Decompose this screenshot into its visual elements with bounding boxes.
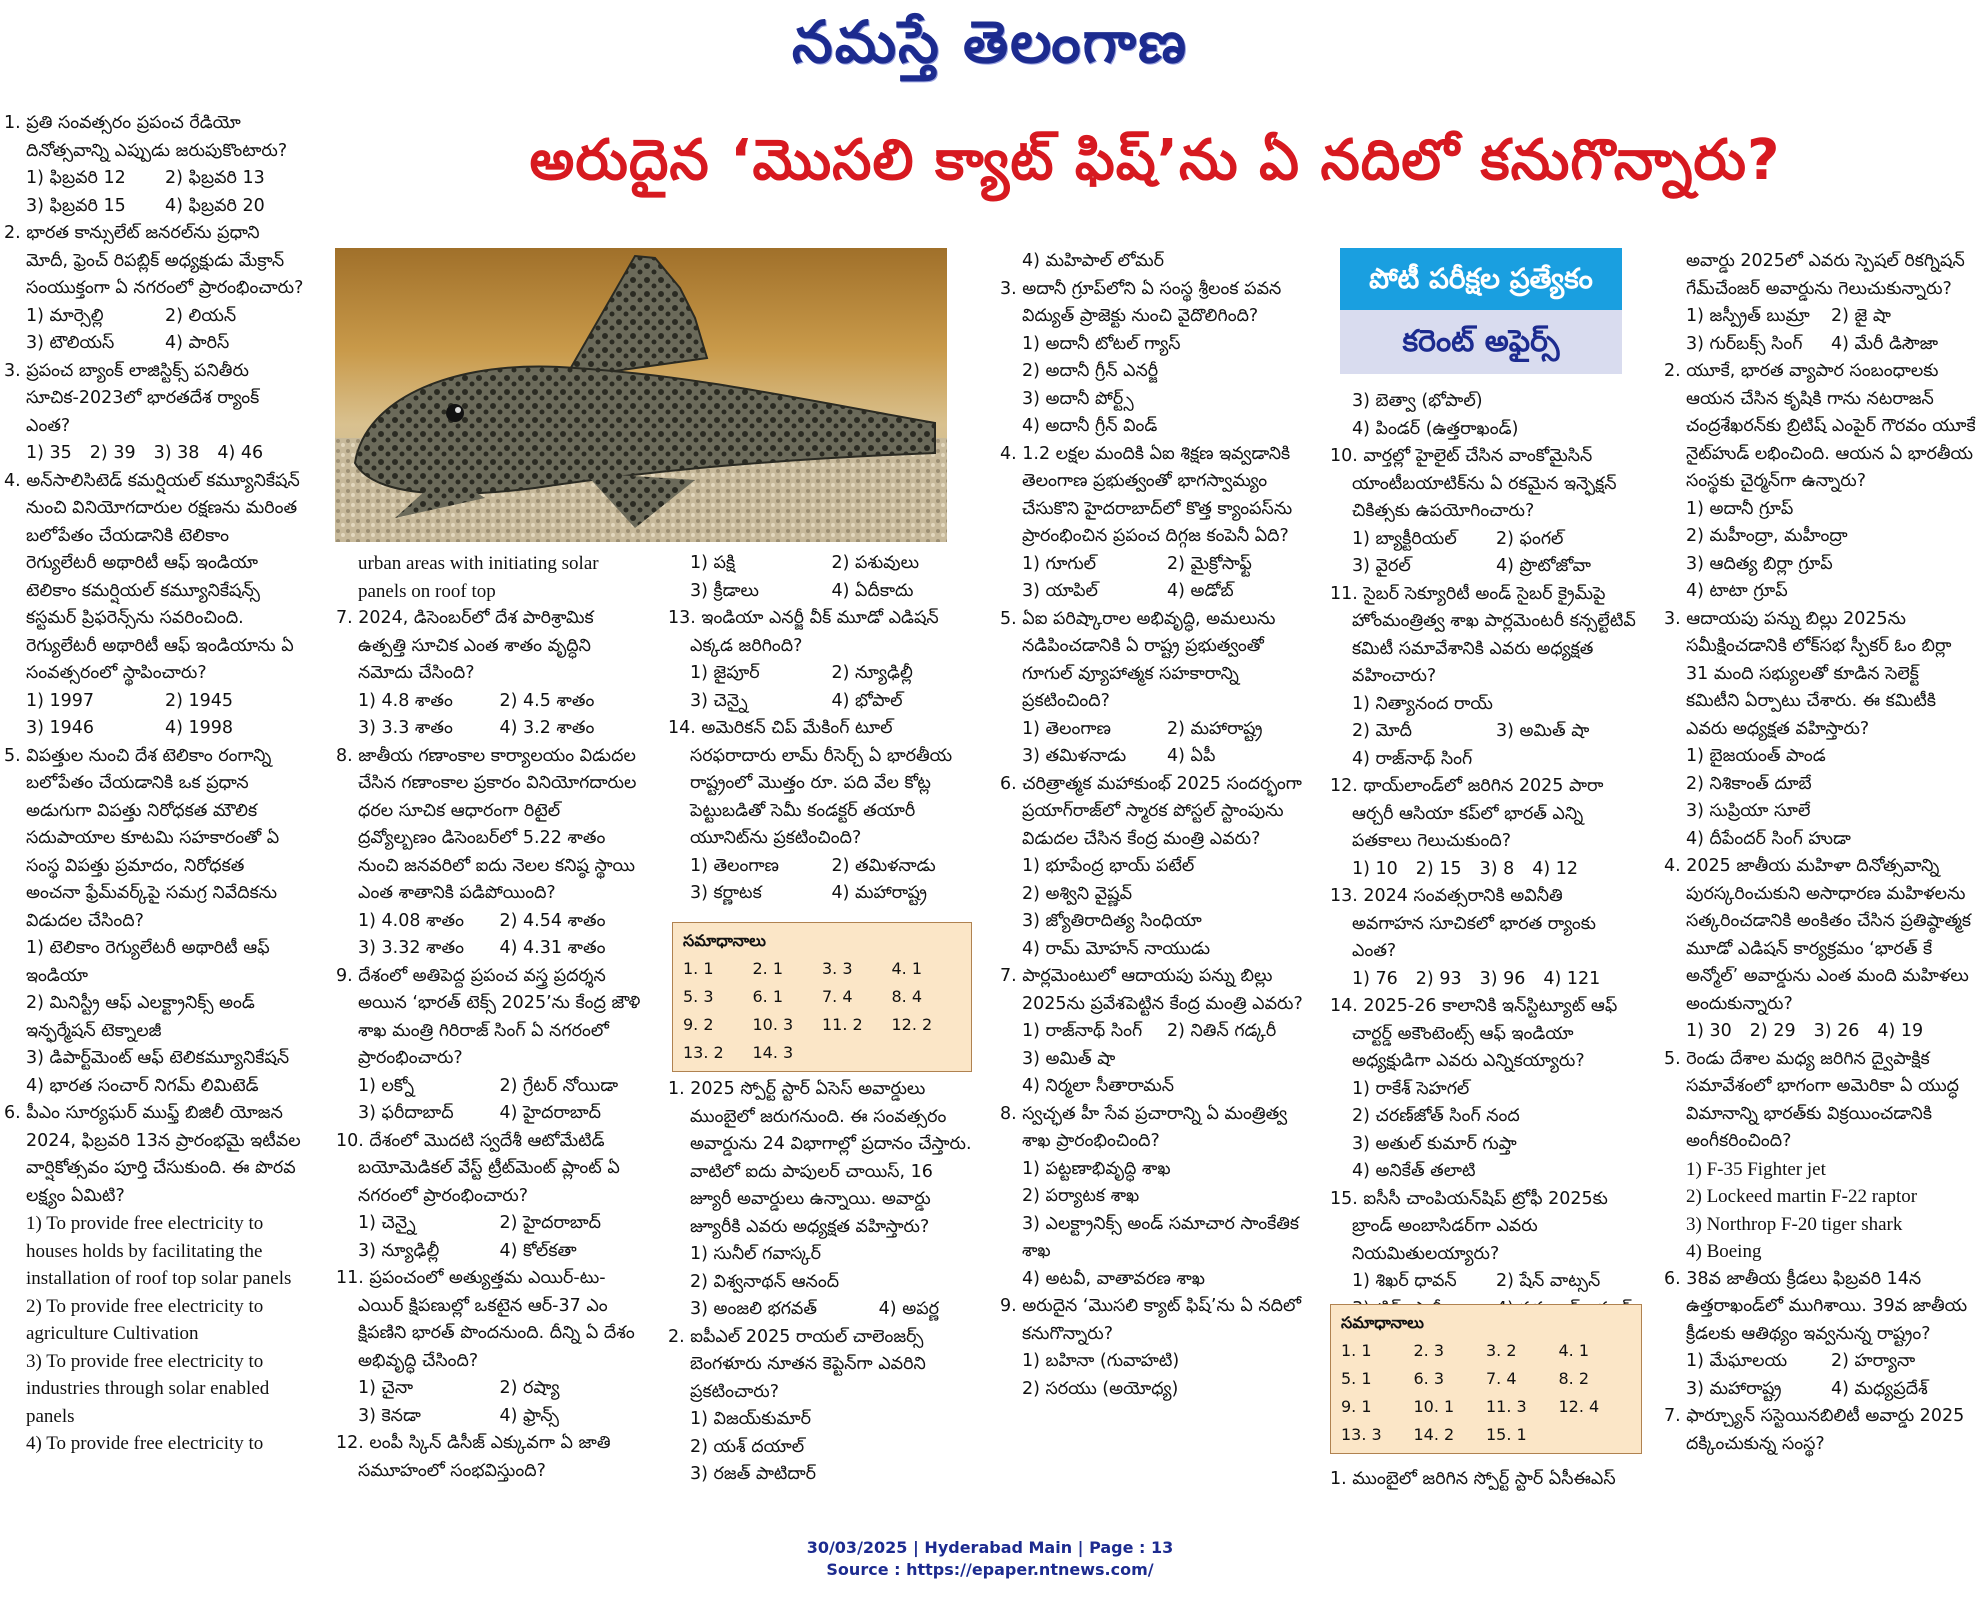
option: 2) జై షా [1831,306,1891,326]
option: 2) Lockeed martin F-22 raptor [1686,1186,1918,1207]
answer-entry: 2. 3 [1413,1341,1445,1360]
option: 2) గ్రేటర్ నోయిడా [499,1075,619,1096]
answer-entry: 8. 2 [1558,1369,1590,1388]
option: 3) క్రీడాలు [690,580,759,601]
option: 1) మేఘాలయ [1686,1351,1788,1371]
answer-entry: 10. 1 [1413,1397,1455,1416]
badge-current-affairs: కరెంట్ అఫైర్స్ [1340,310,1622,374]
question: 7. 2024, డిసెంబర్‌లో దేశ పారిశ్రామిక ఉత్పత్తి సూచిక ఎంత శాతం వృద్ధిని నమోదు చేసింది? [336,608,594,683]
option: 2) హైదరాబాద్ [499,1213,601,1233]
footer-date-edition: 30/03/2025 | Hyderabad Main | Page : 13 [806,1538,1174,1557]
option: 3) గుర్‌బక్స్ సింగ్ [1686,333,1803,354]
option: 3) డిపార్ట్‌మెంట్ ఆఫ్ టెలికమ్యూనికేషన్ [26,1048,290,1068]
question: 14. అమెరికన్ చిప్ మేకింగ్ టూల్ సరఫరాదారు లామ్ రీసెర్చ్ ఏ భారతీయ రాష్ట్రంలో మొత్తం రూ. పది వేల కోట్ల పెట్టుబడితో సెమీ కండక్టర్ తయారీ యూనిట్‌ను ప్రకటించింది? [668,718,953,848]
option: 4) 19 [1877,1021,1924,1041]
option: 1) గూగుల్ [1022,553,1097,574]
question: 1. ప్రతి సంవత్సరం ప్రపంచ రేడియో దినోత్సవాన్ని ఎప్పుడు జరుపుకొంటారు? [4,113,288,161]
option: 3) బెత్వా (భోపాల్) [1352,391,1483,411]
question: 4. అన్‌సాలిసిటెడ్ కమర్షియల్ కమ్యూనికేషన్ నుంచి వినియోగదారుల రక్షణను మరింత బలోపేతం చేయడానికి టెలికాం రెగ్యులేటరీ అథారిటీ ఆఫ్ ఇండియా టెలికాం కమర్షియల్ కమ్యూనికేషన్స్ కస్టమర్ ప్రిఫరెన్స్‌ను సవరించింది. రెగ్యులేటరీ అథారిటీ ఆఫ్ ఇండియాను ఏ సంవత్సరంలో స్థాపించారు? [4,470,300,683]
option: 3) కర్ణాటక [690,883,762,903]
option: 1) జైపూర్ [690,663,760,683]
option: 3) ఫరీదాబాద్ [358,1103,454,1123]
answer-entry: 11. 3 [1486,1397,1527,1416]
option: 3) ఎలక్ట్రానిక్స్ అండ్ సమాచార సాంకేతిక శాఖ [1022,1213,1300,1261]
column-5 [1330,388,1640,1323]
option: 2) To provide free electricity to agriculture Cultivation [26,1295,264,1344]
option: 4) ఫిబ్రవరి 20 [165,195,265,216]
question: 9. అరుదైన ‘మొసలి క్యాట్ ఫిష్’ను ఏ నదిలో కనుగొన్నారు? [1000,1296,1302,1344]
option: 3) 8 [1479,858,1515,879]
option: 2) పశువులు [831,553,920,573]
option: 1) 76 [1352,968,1398,989]
answer-entry: 13. 2 [683,1043,724,1062]
option: 4) అటవీ, వాతావరణ శాఖ [1022,1268,1206,1289]
option: 1) భూపేంద్ర భాయ్ పటేల్ [1022,856,1195,876]
option: 4) మేరీ డిసౌజా [1831,333,1939,354]
option: 1) బహినా (గువాహటి) [1022,1351,1180,1371]
column-3 [668,550,973,908]
option: 2) 4.5 శాతం [499,690,595,711]
answer-entry: 5. 3 [683,987,714,1006]
option: 3) To provide free electricity to industries through solar enabled panels [26,1350,270,1427]
question: 13. 2024 సంవత్సరానికి అవినీతి అవగాహన సూచికలో భారత ర్యాంకు ఎంత? [1330,886,1596,961]
option: 4) అదానీ గ్రీన్ విండ్ [1022,416,1158,436]
option: 1) శిఖర్ ధావన్ [1352,1271,1457,1291]
option: 4) మహిపాల్ లోమర్ [1022,251,1165,271]
option: 4) మధ్యప్రదేశ్ [1831,1378,1928,1399]
option: 4) భోపాల్ [831,690,903,711]
answer-entry: 4. 1 [891,959,923,978]
option: 3) 3.32 శాతం [358,938,464,958]
option: 2) అశ్విని వైష్ణవ్ [1022,883,1133,904]
option: 2) మైక్రోసాఫ్ట్ [1167,553,1252,574]
option: 3) 38 [153,443,200,463]
option: 4) భారత సంచార్ నిగమ్ లిమిటెడ్ [26,1075,259,1096]
continued-text: urban areas with initiating solar panels on roof top [358,553,599,602]
question: 8. స్వచ్ఛత హీ సేవ ప్రచారాన్ని ఏ మంత్రిత్వ శాఖ ప్రారంభించింది? [1000,1103,1288,1151]
option: 1) తెలంగాణ [690,855,779,876]
option: 2) చరణ్‌జోత్ సింగ్ నంద [1352,1106,1520,1126]
option: 2) సరయు (అయోధ్య) [1022,1378,1179,1399]
option: 2) నిశికాంత్ దూబే [1686,773,1812,794]
option: 1) టెలికాం రెగ్యులేటరీ అథారిటీ ఆఫ్ ఇండియా [26,938,270,986]
option: 1) పక్షి [690,553,736,573]
option: 4) అడోబ్ [1167,581,1234,601]
question: 3. అదానీ గ్రూప్‌లోని ఏ సంస్థ శ్రీలంక పవన విద్యుత్ ప్రాజెక్టు నుంచి వైదొలిగింది? [1000,278,1282,326]
option: 2) 39 [89,443,136,463]
question: 9. దేశంలో అతిపెద్ద ప్రపంచ వస్త్ర ప్రదర్శన అయిన ‘భారత్ టెక్స్ 2025’ను కేంద్ర జౌళి శాఖ మంత్రి గిరిరాజ్ సింగ్ ఏ నగరంలో ప్రారంభించారు? [336,965,641,1068]
option: 1) పట్టణాభివృద్ధి శాఖ [1022,1158,1171,1179]
answer-entry: 9. 1 [1341,1397,1372,1416]
question: 7. పార్లమెంటులో ఆదాయపు పన్ను బిల్లు 2025ను ప్రవేశపెట్టిన కేంద్ర మంత్రి ఎవరు? [1000,966,1303,1014]
question: 2. యూకే, భారత వ్యాపార సంబంధాలకు ఆయన చేసిన కృషికి గాను నటరాజన్ చంద్రశేఖరన్‌కు బ్రిటిష్ ఎంపైర్ గౌరవం యూకే నైట్‌హుడ్ లభించింది. ఆయన ఏ భారతీయ సంస్థకు చైర్మన్‌గా ఉన్నారు? [1664,361,1976,491]
option: 1) 4.8 శాతం [358,690,453,711]
option: 3) అమిత్ షా [1022,1048,1116,1069]
answer-entry: 12. 4 [1558,1397,1600,1416]
column-2 [336,550,641,1485]
option: 3) తమిళనాడు [1022,746,1127,766]
question: 1. 2025 స్పోర్ట్ స్టార్ ఏసెస్ అవార్డులు ముంబైలో జరుగనుంది. ఈ సంవత్సరం అవార్డును 24 విభాగాల్లో ప్రదానం చేస్తారు. వాటిలో ఐదు పాపులర్ చాయిస్, 16 జ్యూరీ అవార్డులు ఉన్నాయి. అవార్డు జ్యూరీకి ఎవరు అధ్యక్షత వహిస్తారు? [668,1079,972,1237]
option: 4) పారిస్ [165,333,230,353]
option: 4) Boeing [1686,1241,1762,1262]
question: 6. పీఎం సూర్యఘర్ ముఫ్త్ బిజిలీ యోజన 2024, ఫిబ్రవరి 13న ప్రారంభమై ఇటీవల వార్షికోత్సవం పూర్తి చేసుకుంది. ఈ పొరవ లక్ష్యం ఏమిటి? [4,1103,301,1206]
option: 2) విశ్వనాథన్ ఆనంద్ [690,1271,840,1292]
question: 12. లంపీ స్కిన్ డిసీజ్ ఎక్కువగా ఏ జాతి సమూహంలో సంభవిస్తుంది? [336,1433,611,1481]
question: 3. ఆదాయపు పన్ను బిల్లు 2025ను సమీక్షించడానికి లోక్‌సభ స్పీకర్ ఓం బిర్లా 31 మంది సభ్యులతో కూడిన సెలెక్ట్ కమిటీని ఏర్పాటు చేశారు. ఈ కమిటీకి ఎవరు అధ్యక్షత వహిస్తారు? [1664,608,1952,739]
option: 3) న్యూఢిల్లీ [358,1240,440,1261]
option: 2) మహీంద్రా, మహీంద్రా [1686,526,1848,546]
option: 3) Northrop F-20 tiger shark [1686,1213,1903,1235]
continued-text: అవార్డు 2025లో ఎవరు స్పెషల్ రికగ్నిషన్ గేమ్‌చేంజర్ అవార్డును గెలుచుకున్నారు? [1686,251,1965,299]
option: 3) ఫిబ్రవరి 15 [26,195,126,216]
page-headline: అరుదైన ‘మొసలి క్యాట్ ఫిష్’ను ఏ నదిలో కనుగొన్నారు? [529,128,1781,193]
answers-box-2 [1330,1304,1642,1454]
option: 3) మహారాష్ట్ర [1686,1378,1782,1399]
option: 4) 46 [217,443,264,463]
option: 1) ఫిబ్రవరి 12 [26,168,126,188]
question: 1. ముంబైలో జరిగిన స్పోర్ట్ స్టార్ ఏసీఈఎస్ [1330,1469,1616,1489]
question: 6. 38వ జాతీయ క్రీడలు ఫిబ్రవరి 14న ఉత్తరాఖండ్‌లో ముగిశాయి. 39వ జాతీయ క్రీడలకు ఆతిథ్యం ఇవ్వనున్న రాష్ట్రం? [1664,1268,1968,1344]
option: 1) జస్ప్రీత్ బుమ్రా [1686,306,1810,326]
option: 2) 15 [1415,858,1462,879]
option: 3) అంజలి భగవత్ [690,1299,817,1319]
option: 2) 4.54 శాతం [499,910,606,931]
option: 3) టౌలియస్ [26,333,115,353]
option: 4) 1998 [165,718,234,738]
option: 1) చైనా [358,1378,414,1398]
answer-entry: 4. 1 [1558,1341,1590,1360]
option: 3) యాపిల్ [1022,581,1098,601]
option: 1) నిత్యానంద రాయ్ [1352,693,1493,714]
question: 10. దేశంలో మొదటి స్వదేశీ ఆటోమేటిడ్ బయోమెడికల్ వేస్ట్ ట్రీట్‌మెంట్ ప్లాంట్ ఏ నగరంలో ప్రారంభించారు? [336,1130,620,1206]
option: 2) 29 [1749,1021,1796,1041]
answer-entry: 13. 3 [1341,1425,1382,1444]
question: 11. ప్రపంచంలో అత్యుత్తమ ఎయిర్-టు-ఎయిర్ క్షిపణుల్లో ఒకటైన ఆర్-37 ఎం క్షిపణిని భారత్ పొందనుంది. దీన్ని ఏ దేశం అభివృద్ధి చేసింది? [336,1268,635,1371]
option: 3) ఆదిత్య బిర్లా గ్రూప్ [1686,553,1833,574]
option: 2) 1945 [165,690,234,711]
option: 1) బైజయంత్ పాండ [1686,746,1826,766]
answer-entry: 8. 4 [891,987,923,1006]
catfish-illustration [335,248,947,542]
question: 2. భారత కాన్సులేట్ జనరల్‌ను ప్రధాని మోదీ, ఫ్రెంచ్ రిపబ్లిక్ అధ్యక్షుడు మేక్రాన్ సంయుక్తంగా ఏ నగరంలో ప్రారంభించారు? [4,223,304,298]
option: 4) రామ్ మోహన్ నాయుడు [1022,938,1211,959]
option: 4) ఏపీ [1167,746,1216,766]
option: 4) టాటా గ్రూప్ [1686,581,1788,601]
column-5-lower [1330,1466,1640,1494]
answer-entry: 15. 1 [1486,1425,1527,1444]
option: 3) సుప్రియా సూలే [1686,801,1811,821]
option: 2) అదానీ గ్రీన్ ఎనర్జీ [1022,361,1159,381]
question: 14. 2025-26 కాలానికి ఇన్‌స్టిట్యూట్ ఆఫ్ చార్టర్డ్ అకౌంటెంట్స్ ఆఫ్ ఇండియా అధ్యక్షుడిగా ఎవరు ఎన్నికయ్యారు? [1330,996,1618,1071]
section-badge [1340,248,1622,374]
answers-title: సమాధానాలు [683,931,766,950]
option: 1) రాజ్‌నాథ్ సింగ్ [1022,1021,1143,1041]
answer-entry: 14. 2 [1413,1425,1455,1444]
answer-entry: 11. 2 [822,1015,863,1034]
badge-competitive-exams: పోటీ పరీక్షల ప్రత్యేకం [1340,248,1622,310]
option: 2) లియన్ [165,305,237,326]
option: 3) వైరల్ [1352,556,1411,576]
option: 1) రాకేశ్ సెహగల్ [1352,1078,1470,1099]
option: 2) మోదీ [1352,721,1413,741]
option: 3) 1946 [26,718,95,738]
option: 3) చెన్నై [690,690,748,711]
option: 2) న్యూఢిల్లీ [831,663,913,683]
question: 5. రెండు దేశాల మధ్య జరిగిన ద్వైపాక్షిక సమావేశంలో భాగంగా అమెరికా ఏ యుద్ధ విమానాన్ని భారత్‌కు విక్రయించడానికి అంగీకరించింది? [1664,1048,1959,1151]
option: 4) పిండర్ (ఉత్తరాఖండ్) [1352,418,1519,439]
masthead-logo: నమస్తే తెలంగాణ [792,8,1188,76]
option: 3) అమిత్ షా [1496,721,1590,741]
option: 2) తమిళనాడు [831,855,936,876]
answer-entry: 3. 2 [1486,1341,1517,1360]
option: 4) నిర్మలా సీతారామన్ [1022,1076,1175,1096]
question: 5. ఏఐ పరిష్కారాల అభివృద్ధి, అమలును నడిపించడానికి ఏ రాష్ట్ర ప్రభుత్వంతో గూగుల్ వ్యూహాత్మక సహకారాన్ని ప్రకటించింది? [1000,608,1276,711]
question: 15. ఐసీసీ చాంపియన్‌షిప్ ట్రోఫీ 2025కు బ్రాండ్ అంబాసిడర్‌గా ఎవరు నియమితులయ్యారు? [1330,1188,1608,1264]
option: 3) 96 [1479,968,1526,989]
answer-entry: 1. 1 [683,959,714,978]
question: 3. ప్రపంచ బ్యాంక్ లాజిస్టిక్స్ పనితీరు సూచిక-2023లో భారతదేశ ర్యాంక్ ఎంత? [4,360,260,436]
option: 2) ఫంగల్ [1496,528,1564,549]
question: 8. జాతీయ గణాంకాల కార్యాలయం విడుదల చేసిన గణాంకాల ప్రకారం వినియోగదారుల ధరల సూచిక ఆధారంగా రిటైల్ ద్రవ్యోల్బణం డిసెంబర్‌లో 5.22 శాతం నుంచి జనవరిలో ఐదు నెలల కనిష్ఠ స్థాయి ఎంత శాతానికి పడిపోయింది? [336,745,637,903]
answer-entry: 14. 3 [752,1043,794,1062]
question: 6. చరిత్రాత్మక మహాకుంభ్ 2025 సందర్భంగా ప్రయాగ్‌రాజ్‌లో స్మారక పోస్టల్ స్టాంపును విడుదల చేసిన కేంద్ర మంత్రి ఎవరు? [1000,773,1302,849]
answer-entry: 6. 3 [1413,1369,1445,1388]
question: 7. ఫార్చ్యూన్ సస్టెయినబిలిటీ అవార్డు 2025 దక్కించుకున్న సంస్థ? [1664,1406,1965,1454]
question: 2. ఐపీఎల్ 2025 రాయల్ చాలెంజర్స్ బెంగళూరు నూతన కెప్టెన్‌గా ఎవరిని ప్రకటించారు? [668,1326,926,1402]
option: 1) మార్సెల్లి [26,305,104,326]
option: 1) చెన్నై [358,1213,416,1233]
option: 4) కోల్‌కతా [499,1240,577,1261]
answer-entry: 5. 1 [1341,1369,1372,1388]
option: 1) To provide free electricity to houses holds by facilitating the installation of roof top solar panels [26,1213,292,1289]
answer-entry: 7. 4 [1486,1369,1517,1388]
answers-grid [1341,1337,1631,1449]
option: 1) 1997 [26,690,95,711]
answer-entry: 12. 2 [891,1015,933,1034]
column-1 [4,110,304,1458]
option: 3) అతుల్ కుమార్ గుప్తా [1352,1133,1517,1154]
option: 4) దీపేందర్ సింగ్ హుడా [1686,828,1851,849]
option: 1) బ్యాక్టీరియల్ [1352,528,1457,549]
catfish-photo [335,248,947,542]
answer-entry: 6. 1 [752,987,784,1006]
option: 4) ఫ్రాన్స్ [499,1405,559,1426]
answer-entry: 2. 1 [752,959,784,978]
option: 2) పర్యాటక శాఖ [1022,1186,1140,1206]
option: 4) To provide free electricity to [26,1433,264,1454]
option: 4) 4.31 శాతం [499,938,606,958]
option: 3) 3.3 శాతం [358,718,453,738]
option: 2) హర్యానా [1831,1351,1916,1371]
option: 3) 26 [1813,1021,1860,1041]
footer-source-link[interactable]: Source : https://epaper.ntnews.com/ [826,1560,1154,1579]
column-4 [1000,248,1312,1403]
option: 4) 3.2 శాతం [499,718,595,738]
option: 1) విజయ్‌కుమార్ [690,1409,811,1429]
option: 2) మహారాష్ట్ర [1167,718,1263,739]
question: 5. విపత్తుల నుంచి దేశ టెలికాం రంగాన్ని బలోపేతం చేయడానికి ఒక ప్రధాన అడుగుగా విపత్తు నిరోధకత మౌలిక సదుపాయాల కూటమి సహకారంతో ఏ సంస్థ విపత్తు ప్రమాదం, నిరోధకత అంచనా ఫ్రేమ్‌వర్క్‌పై సమగ్ర నివేదికను విడుదల చేసింది? [4,745,280,931]
question: 13. ఇండియా ఎనర్జీ వీక్ మూడో ఎడిషన్ ఎక్కడ జరిగింది? [668,608,939,656]
option: 1) 35 [26,443,72,463]
option: 1) 10 [1352,858,1398,879]
option: 2) ఫిబ్రవరి 13 [165,168,265,188]
option: 3) జ్యోతిరాదిత్య సింధియా [1022,911,1202,931]
answer-entry: 10. 3 [752,1015,794,1034]
option: 4) ఏదీకాదు [831,580,914,601]
option: 2) మినిస్ట్రీ ఆఫ్ ఎలక్ట్రానిక్స్ అండ్ ఇన్ఫర్మేషన్ టెక్నాలజీ [26,993,255,1041]
option: 1) F-35 Fighter jet [1686,1158,1826,1180]
option: 4) 12 [1532,858,1579,879]
answers-title: సమాధానాలు [1341,1313,1424,1332]
option: 4) హైదరాబాద్ [499,1103,601,1123]
option: 1) 4.08 శాతం [358,910,464,931]
option: 3) రజత్ పాటిదార్ [690,1464,817,1484]
question: 12. థాయ్‌లాండ్‌లో జరిగిన 2025 పారా ఆర్చరీ ఆసియా కప్‌లో భారత్ ఎన్ని పతకాలు గెలుచుకుంది? [1330,776,1604,851]
option: 4) 121 [1543,968,1601,989]
option: 1) అదానీ టోటల్ గ్యాస్ [1022,333,1181,354]
option: 4) మహారాష్ట్ర [831,883,928,903]
answers-grid [683,955,961,1067]
option: 2) షేన్ వాట్సన్ [1496,1271,1601,1291]
answers-box-1 [672,922,972,1072]
option: 4) అనికేత్ తలాటి [1352,1161,1476,1181]
answer-entry: 7. 4 [822,987,853,1006]
answer-entry: 3. 3 [822,959,853,978]
column-3-lower [668,1076,973,1489]
option: 1) లక్నో [358,1075,415,1096]
option: 2) నితిన్ గడ్కరీ [1167,1021,1277,1041]
option: 4) అపర్ణ [878,1299,940,1319]
option: 2) రష్యా [499,1378,560,1398]
option: 4) ప్రొటోజోవా [1496,556,1591,576]
option: 1) అదానీ గ్రూప్ [1686,498,1794,519]
question: 4. 1.2 లక్షల మందికి ఏఐ శిక్షణ ఇవ్వడానికి తెలంగాణ ప్రభుత్వంతో భాగస్వామ్యం చేసుకొని హైదరాబాద్‌లో కొత్త క్యాంపస్‌ను ప్రారంభించిన ప్రపంచ దిగ్గజ కంపెనీ ఏది? [1000,443,1293,546]
question: 4. 2025 జాతీయ మహిళా దినోత్సవాన్ని పురస్కరించుకుని అసాధారణ మహిళలను సత్కరించడానికి అంకితం చేసిన ప్రతిష్ఠాత్మక మూడో ఎడిషన్ కార్యక్రమం ‘భారత్ కే అన్మోల్’ అవార్డును ఎంత మంది మహిళలు అందుకున్నారు? [1664,856,1971,1014]
option: 1) 30 [1686,1021,1732,1041]
column-6 [1664,248,1976,1458]
option: 3) కెనడా [358,1405,421,1426]
option: 2) యశ్ దయాల్ [690,1436,805,1457]
question: 11. సైబర్ సెక్యూరిటీ అండ్ సైబర్ క్రైమ్‌పై హోంమంత్రిత్వ శాఖ పార్లమెంటరీ కన్సల్టేటివ్ కమిటీ సమావేశానికి ఎవరు అధ్యక్షత వహించారు? [1330,583,1636,686]
option: 4) రాజ్‌నాథ్ సింగ్ [1352,748,1473,769]
question: 10. వార్తల్లో హైలైట్ చేసిన వాంకోమైసిన్ యాంటీబయాటిక్‌ను ఏ రకమైన ఇన్ఫెక్షన్ చికిత్సకు ఉపయోగించారు? [1330,446,1617,521]
option: 1) సునీల్ గవాస్కర్ [690,1244,821,1264]
option: 1) తెలంగాణ [1022,718,1111,739]
option: 2) 93 [1415,968,1462,989]
option: 3) అదానీ పోర్ట్స్ [1022,388,1134,409]
answer-entry: 1. 1 [1341,1341,1372,1360]
answer-entry: 9. 2 [683,1015,714,1034]
